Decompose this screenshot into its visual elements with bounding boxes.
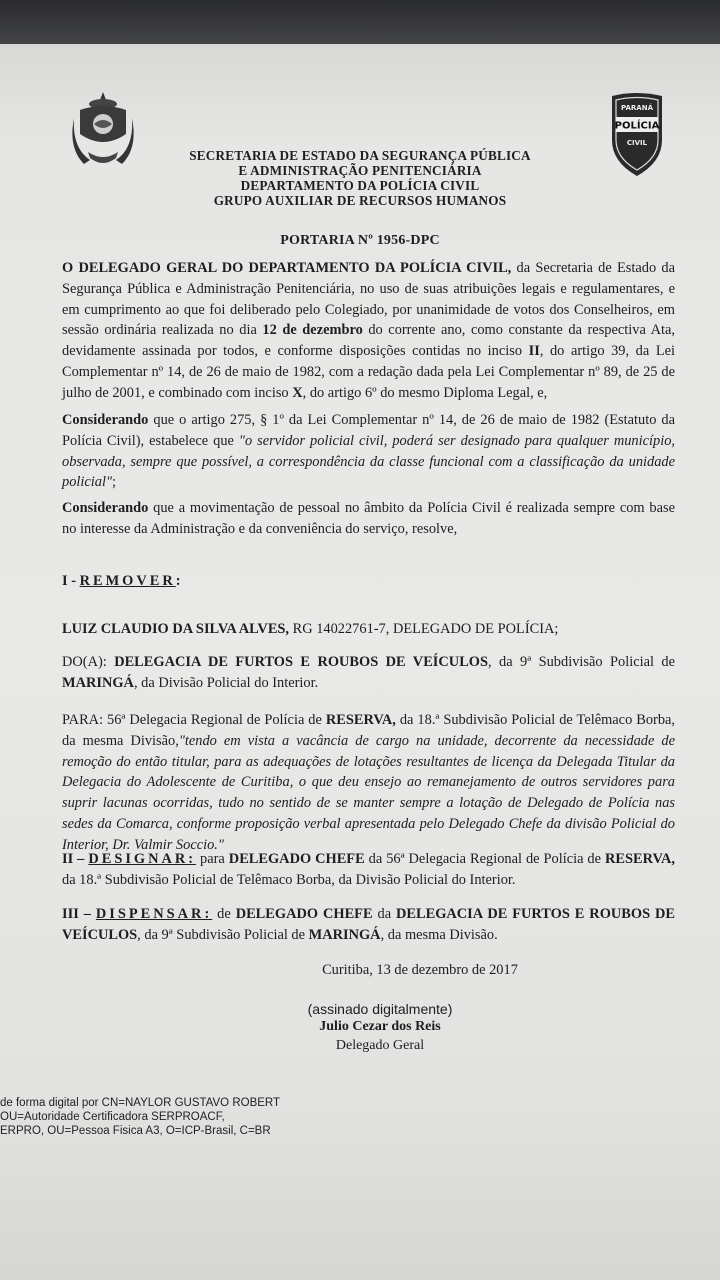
justification-quote: "tendo em vista a vacância de cargo na unidade, decorrente da necessidade de remoção do então titular, para as adequações de lotações resultantes de licença da Delegada Titular da Delegacia do Adolescente de Curitiba, o que deu ensejo ao remanejamento de outros servidores para suprir lacunas ocorridas, tudo no sentido de se manter sempre a lotação de Delegado de Polícia nas sedes da Comarca, conforme proposição verbal apresentada pelo Delegado Chefe da divisão Policial do Interior, Dr. Valmir Soccio." xyxy=(62,732,675,853)
background-top xyxy=(0,0,720,48)
signer-name: Julio Cezar dos Reis xyxy=(319,1019,441,1034)
place-date: Curitiba, 13 de dezembro de 2017 xyxy=(322,962,518,978)
to-unit-paragraph: PARA: 56ª Delegacia Regional de Polícia de RESERVA, da 18.ª Subdivisão Policial de Telêmaco Borba, da mesma Divisão,"tendo em vista a vacância de cargo na unidade, decorrente da necessidade de remoção do então titular, para as adequações de lotações resultantes de licença da Delegada Titular da Delegacia do Adolescente de Curitiba, o que deu ensejo ao remanejamento de outros servidores para suprir lacunas ocorridas, tudo no sentido de se manter sempre a lotação de Delegado de Polícia nas sedes da Comarca, conforme proposição verbal apresentada pelo Delegado Chefe da divisão Policial do Interior, Dr. Valmir Soccio." xyxy=(62,712,676,853)
signature-note: (assinado digitalmente) xyxy=(307,1001,453,1017)
header-line-4: GRUPO AUXILIAR DE RECURSOS HUMANOS xyxy=(213,193,507,208)
signer-role: Delegado Geral xyxy=(335,1038,425,1053)
document-page xyxy=(0,44,720,1280)
considering-paragraph-1: Considerando que o artigo 275, § 1º da Lei Complementar nº 14, de 26 de maio de 1982 (Estatuto da Polícia Civil), estabelece que "o servidor policial civil, poderá ser designado para qualquer município, observada, sempre que possível, a correspondência da classe funcional com a classificação da unidade policial"; xyxy=(62,412,675,491)
header-line-2: E ADMINISTRAÇÃO PENITENCIÁRIA xyxy=(238,163,482,178)
certificate-line-2: OU=Autoridade Certificadora SERPROACF, xyxy=(0,1111,225,1123)
document-title: PORTARIA Nº 1956-DPC xyxy=(280,233,440,248)
certificate-line-3: ERPRO, OU=Pessoa Fisica A3, O=ICP-Brasil, C=BR xyxy=(0,1125,271,1137)
badge-top-text: PARANÁ xyxy=(621,104,653,112)
officer-name: LUIZ CLAUDIO DA SILVA ALVES, xyxy=(62,621,290,637)
badge-main-text: POLÍCIA xyxy=(614,120,660,132)
certificate-line-1: de forma digital por CN=NAYLOR GUSTAVO ROBERT xyxy=(0,1097,281,1109)
officer-line: LUIZ CLAUDIO DA SILVA ALVES, RG 14022761-7, DELEGADO DE POLÍCIA; xyxy=(62,621,559,637)
header-line-3: DEPARTAMENTO DA POLÍCIA CIVIL xyxy=(240,178,480,193)
from-unit-paragraph: DO(A): DELEGACIA DE FURTOS E ROUBOS DE VEÍCULOS, da 9ª Subdivisão Policial de MARINGÁ, da Divisão Policial do Interior. xyxy=(62,654,675,691)
intro-authority: O DELEGADO GERAL DO DEPARTAMENTO DA POLÍCIA CIVIL, xyxy=(62,260,512,276)
intro-paragraph: O DELEGADO GERAL DO DEPARTAMENTO DA POLÍCIA CIVIL, da Secretaria de Estado da Segurança Pública e Administração Penitenciária, no uso de suas atribuições legais e regulamentares, e em cumprimento ao que foi deliberado pelo Colegiado, por unanimidade de votos dos Conselheiros, em sessão ordinária realizada no dia 12 de dezembro do corrente ano, como constante da respectiva Ata, devidamente assinada por todos, e conforme disposições contidas no inciso II, do artigo 39, da Lei Complementar nº 14, de 26 de maio de 1982, com a redação dada pela Lei Complementar nº 89, de 25 de julho de 2001, e combinado com inciso X, do artigo 6º do mesmo Diploma Legal, e, xyxy=(62,260,675,401)
header-line-1: SECRETARIA DE ESTADO DA SEGURANÇA PÚBLICA xyxy=(189,148,531,163)
badge-bottom-text: CIVIL xyxy=(626,139,648,147)
section-designar: II – DESIGNAR: para DELEGADO CHEFE da 56ª Delegacia Regional de Polícia de RESERVA, da 18.ª Subdivisão Policial de Telêmaco Borba, da Divisão Policial do Interior. xyxy=(62,851,675,888)
quoted-statute: "o servidor policial civil, poderá ser designado para qualquer município, observada, sempre que possível, a correspondência da classe funcional com a classificação da unidade policial" xyxy=(62,432,675,491)
section-remover: I - REMOVER: xyxy=(62,573,181,589)
section-dispensar: III – DISPENSAR: de DELEGADO CHEFE da DELEGACIA DE FURTOS E ROUBOS DE VEÍCULOS, da 9ª Subdivisão Policial de MARINGÁ, da mesma Divisão. xyxy=(62,906,676,943)
considering-paragraph-2: Considerando que a movimentação de pessoal no âmbito da Polícia Civil é realizada sempre com base no interesse da Administração e da conveniência do serviço, resolve, xyxy=(62,500,675,537)
